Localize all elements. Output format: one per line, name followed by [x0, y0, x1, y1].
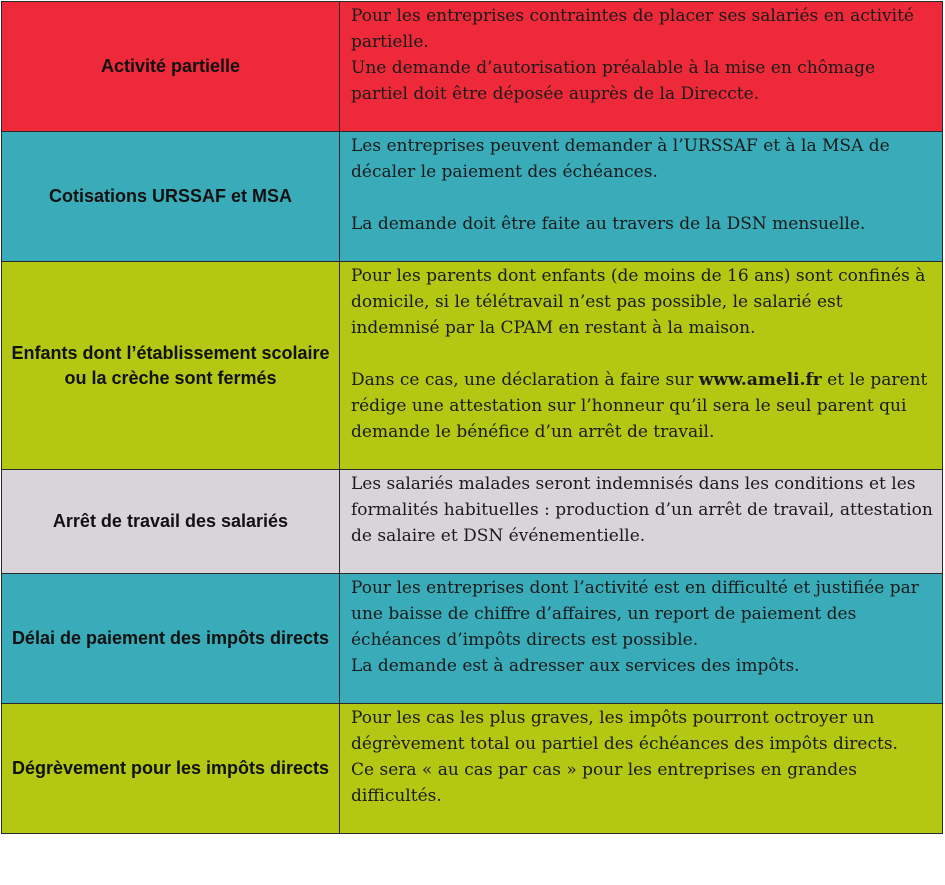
row-label: Délai de paiement des impôts directs	[11, 628, 330, 648]
row-description-paragraph: Pour les cas les plus graves, les impôts pourront octroyer un dégrèvement total ou partiel des échéances des impôts directs.	[351, 708, 898, 754]
row-label-cell	[2, 470, 340, 574]
table-row	[2, 2, 943, 132]
row-label-cell	[2, 262, 340, 470]
row-label-cell	[2, 132, 340, 262]
table-row	[2, 262, 943, 470]
row-description-paragraph: Une demande d’autorisation préalable à la mise en chômage partiel doit être déposée auprès de la Direccte.	[351, 58, 876, 104]
row-description-paragraph	[351, 367, 934, 445]
row-description-cell	[340, 574, 943, 704]
row-label: Cotisations URSSAF et MSA	[48, 186, 293, 206]
row-description-paragraph: Les salariés malades seront indemnisés dans les conditions et les formalités habituelles : production d’un arrêt de travail, attestation de salaire et DSN événementielle.	[351, 474, 933, 546]
description-text: et le parent rédige une attestation sur l’honneur qu’il sera le seul parent qui demande le bénéfice d’un arrêt de travail.	[351, 370, 928, 442]
row-description-paragraph: La demande doit être faite au travers de la DSN mensuelle.	[351, 214, 866, 234]
measures-table	[1, 1, 943, 834]
row-description-paragraph: Ce sera « au cas par cas » pour les entreprises en grandes difficultés.	[351, 760, 857, 806]
row-label-cell	[2, 574, 340, 704]
ameli-link[interactable]: www.ameli.fr	[698, 370, 822, 390]
row-description-paragraph: Les entreprises peuvent demander à l’URSSAF et à la MSA de décaler le paiement des échéances.	[351, 136, 890, 182]
table-row	[2, 470, 943, 574]
row-label-cell	[2, 2, 340, 132]
row-description-cell	[340, 704, 943, 834]
table-row	[2, 704, 943, 834]
row-description-paragraph: La demande est à adresser aux services des impôts.	[351, 656, 800, 676]
row-description-cell	[340, 2, 943, 132]
row-description-paragraph: Pour les entreprises contraintes de placer ses salariés en activité partielle.	[351, 6, 914, 52]
row-label: Arrêt de travail des salariés	[52, 511, 289, 531]
row-label: Activité partielle	[100, 56, 241, 76]
table-row	[2, 132, 943, 262]
row-description-cell	[340, 470, 943, 574]
row-label-cell	[2, 704, 340, 834]
row-description-cell	[340, 132, 943, 262]
row-description-cell	[340, 262, 943, 470]
row-description-paragraph: Pour les parents dont enfants (de moins de 16 ans) sont confinés à domicile, si le télétravail n’est pas possible, le salarié est indemnisé par la CPAM en restant à la maison.	[351, 266, 926, 338]
description-text: Dans ce cas, une déclaration à faire sur	[351, 370, 699, 390]
row-label: Dégrèvement pour les impôts directs	[11, 758, 330, 778]
table-row	[2, 574, 943, 704]
row-description-paragraph: Pour les entreprises dont l’activité est en difficulté et justifiée par une baisse de chiffre d’affaires, un report de paiement des échéances d’impôts directs est possible.	[351, 578, 919, 650]
row-label: Enfants dont l’établissement scolaire ou la crèche sont fermés	[11, 342, 330, 388]
